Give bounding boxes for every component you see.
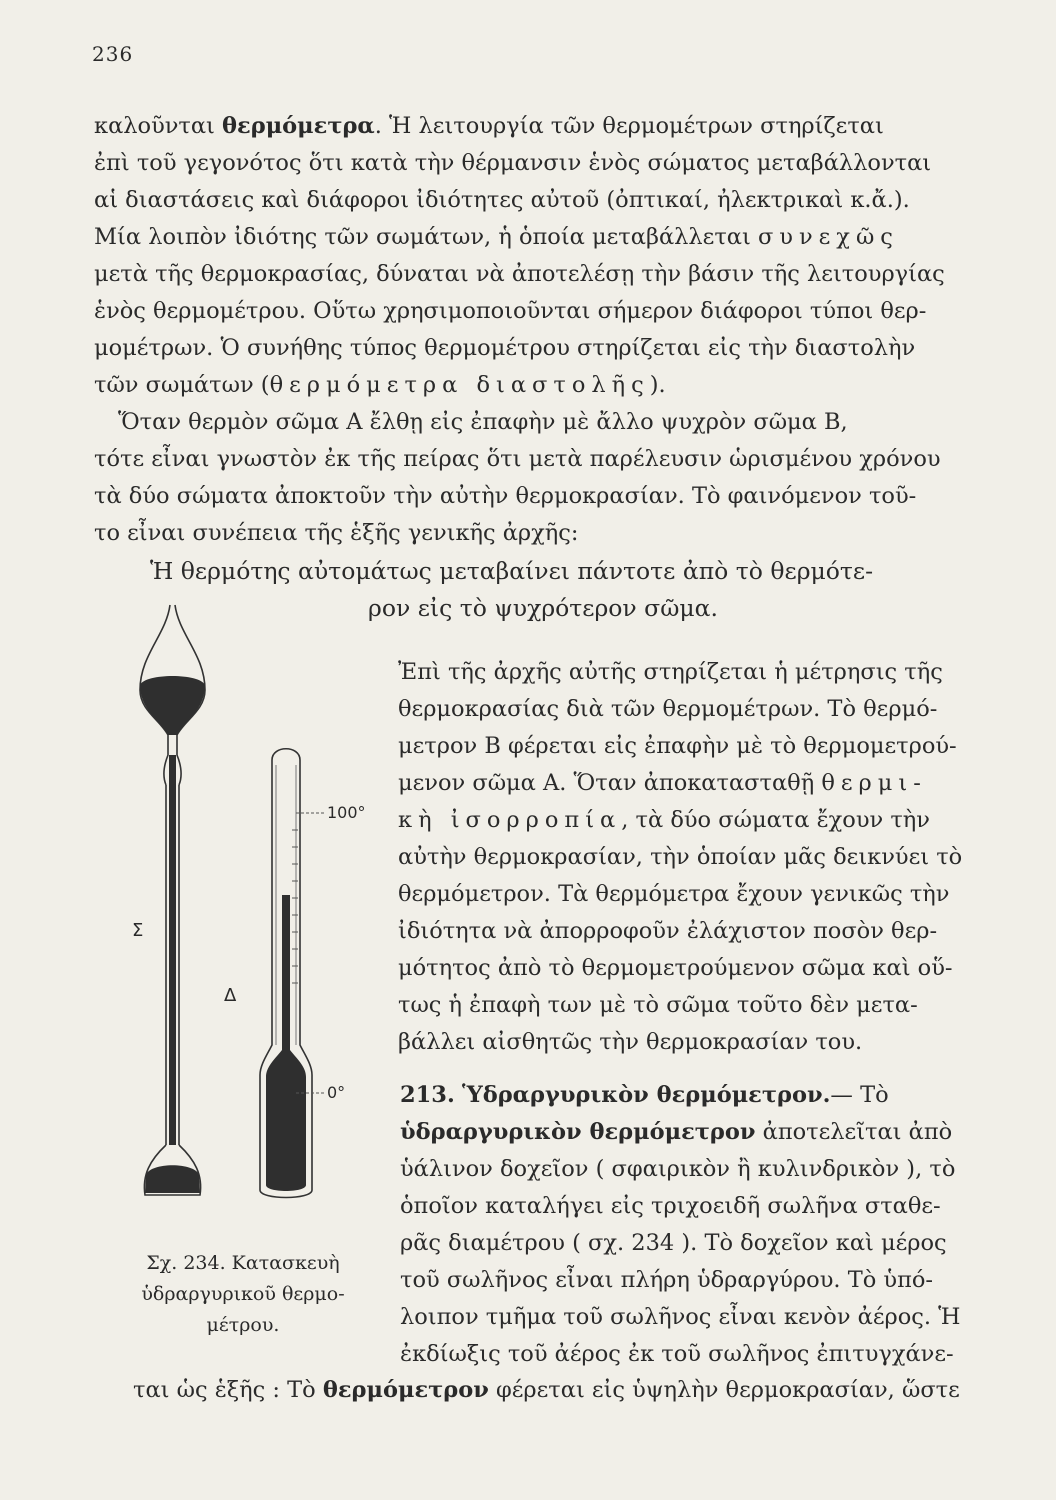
text-line: Ὅταν θερμὸν σῶμα Α ἔλθῃ εἰς ἐπαφὴν μὲ ἄλλο ψυχρὸν σῶμα Β, <box>118 409 848 435</box>
text-line: Ἡ θερμότης αὐτομάτως μεταβαίνει πάντοτε ἀπὸ τὸ θερμότε- <box>150 557 874 585</box>
text-line: ρᾶς διαμέτρου ( σχ. 234 ). Τὸ δοχεῖον καὶ μέρος <box>400 1230 947 1256</box>
text-line: ἐπὶ τοῦ γεγονότος ὅτι κατὰ τὴν θέρμανσιν ἑνὸς σώματος μεταβάλλονται <box>94 150 932 176</box>
text-line: ὁποῖον καταλήγει εἰς τριχοειδῆ σωλῆνα σταθε- <box>400 1193 941 1219</box>
section-213 <box>400 1077 980 1373</box>
figure-caption <box>118 1248 368 1341</box>
text-line: μότητος ἀπὸ τὸ θερμομετρούμενον σῶμα καὶ οὕ- <box>398 955 953 981</box>
text-line: τως ἡ ἐπαφὴ των μὲ τὸ σῶμα τοῦτο δὲν μετα- <box>398 992 918 1018</box>
lower-bulb-mercury <box>145 1165 200 1193</box>
label-delta: Δ <box>224 985 237 1006</box>
text-line: θερμόμετρον. Τὰ θερμόμετρα ἔχουν γενικῶς τὴν <box>398 881 950 907</box>
thermometer-figure <box>100 585 390 1205</box>
page-number: 236 <box>92 42 134 66</box>
text-line: θερμοκρασίας διὰ τῶν θερμομέτρων. Τὸ θερμό- <box>398 696 938 722</box>
text-line: Μία λοιπὸν ἰδιότης τῶν σωμάτων, ἡ ὁποία μεταβάλλεται συνεχῶς <box>94 224 899 250</box>
last-line <box>133 1372 993 1409</box>
text-line: ἑνὸς θερμομέτρου. Οὕτω χρησιμοποιοῦνται σήμερον διάφοροι τύποι θερ- <box>94 298 927 324</box>
text-line: Ἐπὶ τῆς ἀρχῆς αὐτῆς στηρίζεται ἡ μέτρησις τῆς <box>398 659 943 685</box>
text-line: ὑδραργυρικὸν θερμόμετρον ἀποτελεῖται ἀπὸ <box>400 1119 953 1145</box>
caption-line: Σχ. 234. Κατασκευὴ <box>146 1252 340 1274</box>
top-paragraph <box>94 108 974 552</box>
text-line: ὑάλινον δοχεῖον ( σφαιρικὸν ἢ κυλινδρικὸν ), τὸ <box>400 1156 956 1182</box>
text-line: μετρον Β φέρεται εἰς ἐπαφὴν μὲ τὸ θερμομετρού- <box>398 733 957 759</box>
text-line: ρον εἰς τὸ ψυχρότερον σῶμα. <box>368 594 718 622</box>
capillary-mercury <box>169 755 176 1145</box>
right-column-paragraph <box>398 654 978 1061</box>
text-line: αἱ διαστάσεις καὶ διάφοροι ἰδιότητες αὐτοῦ (ὀπτικαί, ἠλεκτρικαὶ κ.ἄ.). <box>94 187 910 213</box>
text-line: ται ὡς ἑξῆς : Τὸ θερμόμετρον φέρεται εἰς ὑψηλὴν θερμοκρασίαν, ὥστε <box>133 1377 960 1403</box>
label-100-degrees: 100° <box>327 803 366 822</box>
text-line: βάλλει αἰσθητῶς τὴν θερμοκρασίαν του. <box>398 1029 863 1055</box>
label-0-degrees: 0° <box>327 1083 346 1102</box>
thermometer-drawing <box>100 585 390 1205</box>
text-line: καλοῦνται θερμόμετρα. Ἡ λειτουργία τῶν θερμομέτρων στηρίζεται <box>94 113 884 139</box>
text-line: αὐτὴν θερμοκρασίαν, τὴν ὁποίαν μᾶς δεικνύει τὸ <box>398 844 963 870</box>
text-line: λοιπον τμῆμα τοῦ σωλῆνος εἶναι κενὸν ἀέρος. Ἡ <box>400 1304 961 1330</box>
text-line: ἰδιότητα νὰ ἀπορροφοῦν ἐλάχιστον ποσὸν θερ- <box>398 918 938 944</box>
text-line: μομέτρων. Ὁ συνήθης τύπος θερμομέτρου στηρίζεται εἰς τὴν διαστολὴν <box>94 335 916 361</box>
section-heading: 213. Ὑδραργυρικὸν θερμόμετρον.— Τὸ <box>400 1082 889 1108</box>
text-line: τὰ δύο σώματα ἀποκτοῦν τὴν αὐτὴν θερμοκρασίαν. Τὸ φαινόμενον τοῦ- <box>94 483 917 509</box>
text-line: τῶν σωμάτων (θερμόμετρα διαστολῆς). <box>94 372 666 398</box>
text-line: τότε εἶναι γνωστὸν ἐκ τῆς πείρας ὅτι μετὰ παρέλευσιν ὡρισμένου χρόνου <box>94 446 941 472</box>
caption-line: ὑδραργυρικοῦ θερμο- <box>141 1283 345 1305</box>
label-sigma: Σ <box>132 920 144 941</box>
text-line: τοῦ σωλῆνος εἶναι πλήρη ὑδραργύρου. Τὸ ὑπό- <box>400 1267 934 1293</box>
text-line: το εἶναι συνέπεια τῆς ἑξῆς γενικῆς ἀρχῆς: <box>94 520 579 546</box>
scale-ticks <box>292 813 325 1093</box>
upper-reservoir-mercury <box>140 676 205 735</box>
text-line: κὴ ἰσορροπία, τὰ δύο σώματα ἔχουν τὴν <box>398 807 930 833</box>
text-line: μενον σῶμα Α. Ὅταν ἀποκατασταθῇ θερμι- <box>398 770 927 796</box>
caption-line: μέτρου. <box>206 1314 280 1336</box>
text-line: ἐκδίωξις τοῦ ἀέρος ἐκ τοῦ σωλῆνος ἐπιτυγχάνε- <box>400 1341 954 1367</box>
text-line: μετὰ τῆς θερμοκρασίας, δύναται νὰ ἀποτελέσῃ τὴν βάσιν τῆς λειτουργίας <box>94 261 945 287</box>
